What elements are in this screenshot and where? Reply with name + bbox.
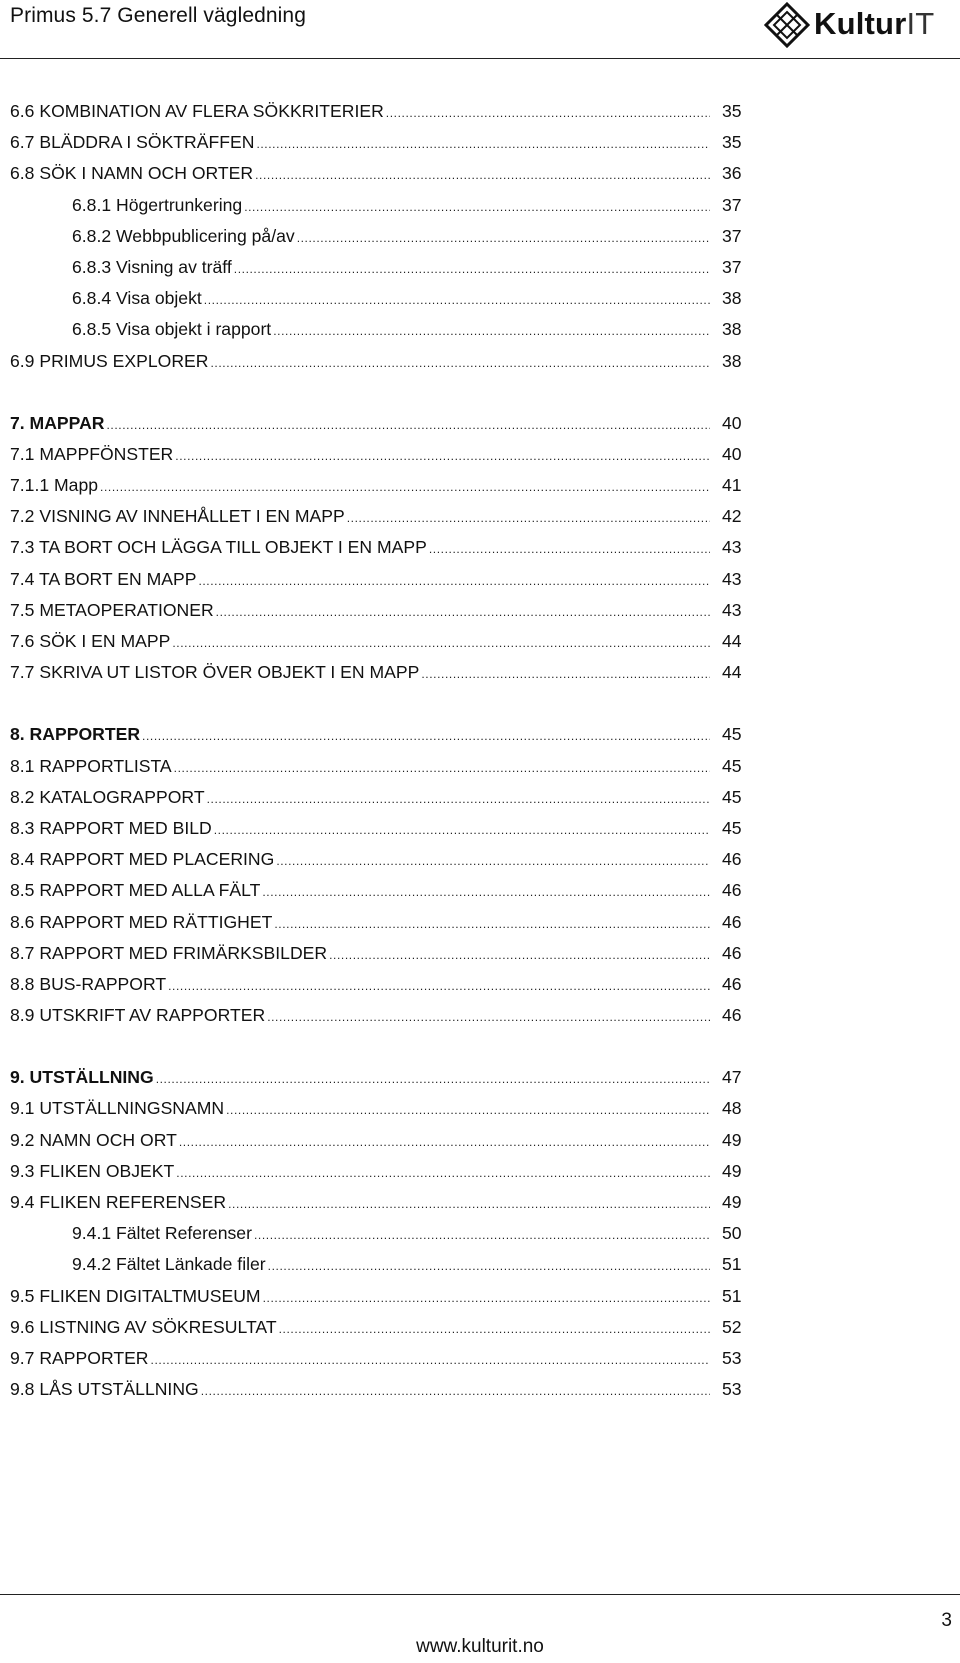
toc-entry[interactable]	[10, 751, 770, 782]
toc-entry-leader-line	[10, 1000, 710, 1033]
toc-entry-page-number: 49	[722, 1160, 742, 1181]
toc-dot-leader	[279, 1314, 710, 1345]
toc-entry[interactable]	[10, 314, 770, 345]
toc-entry[interactable]	[10, 1281, 770, 1312]
toc-entry[interactable]	[10, 501, 770, 532]
toc-dot-leader	[168, 971, 710, 1002]
toc-entry[interactable]	[10, 1374, 770, 1405]
toc-entry[interactable]	[10, 1343, 770, 1374]
toc-entry[interactable]	[10, 190, 770, 221]
toc-entry[interactable]	[10, 127, 770, 158]
toc-dot-leader	[156, 1064, 710, 1095]
toc-entry[interactable]	[10, 938, 770, 969]
toc-entry-label: 6.8.4 Visa objekt	[72, 288, 202, 309]
toc-entry-label: 9. UTSTÄLLNING	[10, 1067, 154, 1088]
toc-entry-label: 6.8 SÖK I NAMN OCH ORTER	[10, 163, 254, 184]
toc-entry[interactable]	[10, 719, 770, 750]
toc-entry-label: 8. RAPPORTER	[10, 724, 141, 745]
logo-wordmark	[814, 6, 934, 42]
toc-entry-leader-line	[10, 657, 710, 690]
toc-entry-page-number: 38	[722, 319, 742, 340]
toc-dot-leader	[179, 1127, 710, 1158]
toc-entry[interactable]	[10, 408, 770, 439]
toc-entry-leader-line	[10, 532, 710, 565]
toc-entry-page-number: 47	[722, 1067, 742, 1088]
toc-section	[10, 96, 770, 377]
toc-dot-leader	[255, 160, 710, 191]
toc-dot-leader	[228, 1189, 710, 1220]
toc-entry-label: 9.7 RAPPORTER	[10, 1347, 149, 1368]
toc-dot-leader	[263, 1283, 710, 1314]
toc-section	[10, 719, 770, 1031]
toc-entry-page-number: 53	[722, 1379, 742, 1400]
toc-entry-label: 8.6 RAPPORT MED RÄTTIGHET	[10, 911, 273, 932]
toc-entry[interactable]	[10, 1187, 770, 1218]
toc-entry-leader-line	[10, 439, 710, 472]
toc-entry-label: 9.4.1 Fältet Referenser	[72, 1223, 252, 1244]
toc-entry-leader-line	[10, 1125, 710, 1158]
toc-entry[interactable]	[10, 657, 770, 688]
toc-entry-page-number: 46	[722, 942, 742, 963]
toc-entry-leader-line	[10, 938, 710, 971]
toc-entry-page-number: 41	[722, 475, 742, 496]
toc-entry-leader-line	[10, 1062, 710, 1095]
toc-entry-leader-line	[10, 408, 710, 441]
toc-entry[interactable]	[10, 1312, 770, 1343]
logo-suffix: IT	[906, 6, 935, 41]
page-number: 3	[941, 1610, 952, 1631]
toc-entry-leader-line	[10, 1156, 710, 1189]
toc-dot-leader	[262, 877, 710, 908]
toc-dot-leader	[174, 753, 710, 784]
toc-entry[interactable]	[10, 969, 770, 1000]
toc-entry[interactable]	[10, 96, 770, 127]
toc-entry-page-number: 37	[722, 256, 742, 277]
toc-dot-leader	[273, 316, 710, 347]
toc-entry-leader-line	[10, 221, 710, 254]
toc-dot-leader	[234, 254, 710, 285]
toc-entry-leader-line	[10, 626, 710, 659]
toc-entry-leader-line	[10, 813, 710, 846]
toc-entry-page-number: 50	[722, 1223, 742, 1244]
toc-entry-label: 6.8.3 Visning av träff	[72, 256, 232, 277]
toc-entry-label: 6.8.5 Visa objekt i rapport	[72, 319, 272, 340]
toc-section	[10, 1062, 770, 1405]
toc-dot-leader	[226, 1095, 710, 1126]
toc-entry-leader-line	[10, 283, 710, 316]
toc-dot-leader	[276, 846, 710, 877]
toc-entry-label: 8.1 RAPPORTLISTA	[10, 755, 172, 776]
toc-entry[interactable]	[10, 844, 770, 875]
toc-entry[interactable]	[10, 439, 770, 470]
toc-dot-leader	[176, 1158, 710, 1189]
toc-entry-leader-line	[10, 719, 710, 752]
toc-dot-leader	[175, 441, 710, 472]
toc-section	[10, 408, 770, 689]
toc-dot-leader	[421, 659, 710, 690]
toc-dot-leader	[244, 192, 710, 223]
toc-dot-leader	[216, 597, 710, 628]
toc-entry-label: 6.8.1 Högertrunkering	[72, 194, 243, 215]
toc-entry-label: 9.5 FLIKEN DIGITALTMUSEUM	[10, 1285, 261, 1306]
toc-entry-leader-line	[10, 844, 710, 877]
toc-entry-leader-line	[10, 470, 710, 503]
toc-dot-leader	[214, 815, 710, 846]
toc-entry-page-number: 44	[722, 631, 742, 651]
toc-entry-label: 6.7 BLÄDDRA I SÖKTRÄFFEN	[10, 132, 255, 153]
toc-entry-label: 7. MAPPAR	[10, 412, 105, 433]
toc-dot-leader	[172, 628, 710, 659]
toc-entry-page-number: 46	[722, 1005, 742, 1026]
toc-entry-label: 8.2 KATALOGRAPPORT	[10, 786, 205, 807]
toc-dot-leader	[107, 410, 711, 441]
toc-entry[interactable]	[10, 1249, 770, 1280]
toc-entry-label: 8.8 BUS-RAPPORT	[10, 973, 167, 994]
toc-entry-label: 8.9 UTSKRIFT AV RAPPORTER	[10, 1005, 266, 1026]
toc-entry[interactable]	[10, 875, 770, 906]
toc-entry-page-number: 46	[722, 880, 742, 901]
toc-entry[interactable]	[10, 1062, 770, 1093]
toc-dot-leader	[297, 223, 710, 254]
toc-entry[interactable]	[10, 346, 770, 377]
toc-entry-label: 7.5 METAOPERATIONER	[10, 599, 214, 620]
toc-dot-leader	[429, 534, 710, 565]
toc-dot-leader	[254, 1220, 710, 1251]
toc-entry-leader-line	[10, 1312, 710, 1345]
toc-dot-leader	[268, 1251, 710, 1282]
toc-entry-page-number: 38	[722, 288, 742, 309]
toc-entry-page-number: 44	[722, 662, 742, 683]
toc-entry[interactable]	[10, 1218, 770, 1249]
toc-entry[interactable]	[10, 1125, 770, 1156]
toc-entry-label: 9.4 FLIKEN REFERENSER	[10, 1192, 227, 1212]
toc-dot-leader	[207, 784, 710, 815]
toc-entry-label: 6.6 KOMBINATION AV FLERA SÖKKRITERIER	[10, 101, 384, 121]
kulturit-logo	[764, 2, 952, 48]
footer-url: www.kulturit.no	[416, 1636, 544, 1657]
toc-entry-page-number: 45	[722, 755, 742, 776]
toc-entry-label: 7.6 SÖK I EN MAPP	[10, 631, 171, 651]
toc-entry-label: 8.4 RAPPORT MED PLACERING	[10, 849, 275, 870]
footer-divider	[0, 1594, 960, 1595]
toc-entry[interactable]	[10, 1000, 770, 1031]
document-title: Primus 5.7 Generell vägledning	[10, 4, 306, 27]
toc-entry-leader-line	[10, 96, 710, 129]
toc-entry-leader-line	[10, 314, 710, 347]
toc-dot-leader	[210, 348, 710, 379]
toc-entry[interactable]	[10, 1156, 770, 1187]
toc-entry-leader-line	[10, 875, 710, 908]
toc-entry-leader-line	[10, 1218, 710, 1251]
toc-entry-page-number: 51	[722, 1254, 742, 1275]
toc-dot-leader	[100, 472, 710, 503]
toc-dot-leader	[198, 566, 710, 597]
toc-entry-page-number: 42	[722, 506, 742, 527]
toc-entry-label: 8.3 RAPPORT MED BILD	[10, 817, 212, 838]
toc-entry-leader-line	[10, 1187, 710, 1220]
toc-entry-leader-line	[10, 252, 710, 285]
toc-entry-label: 9.4.2 Fältet Länkade filer	[72, 1254, 266, 1275]
toc-entry-page-number: 43	[722, 537, 742, 558]
toc-entry[interactable]	[10, 1093, 770, 1124]
toc-entry-page-number: 37	[722, 194, 742, 215]
toc-entry[interactable]	[10, 158, 770, 189]
toc-entry-leader-line	[10, 1374, 710, 1407]
toc-entry-label: 7.7 SKRIVA UT LISTOR ÖVER OBJEKT I EN MAPP	[10, 662, 420, 683]
toc-entry-page-number: 37	[722, 225, 742, 246]
toc-entry-label: 8.7 RAPPORT MED FRIMÄRKSBILDER	[10, 942, 328, 963]
toc-entry-label: 7.4 TA BORT EN MAPP	[10, 568, 197, 589]
toc-entry-leader-line	[10, 907, 710, 940]
toc-entry-label: 7.2 VISNING AV INNEHÅLLET I EN MAPP	[10, 506, 345, 527]
toc-entry-leader-line	[10, 501, 710, 534]
toc-entry-page-number: 36	[722, 163, 742, 184]
toc-dot-leader	[274, 909, 710, 940]
toc-dot-leader	[204, 285, 710, 316]
toc-entry[interactable]	[10, 595, 770, 626]
toc-entry-page-number: 51	[722, 1285, 742, 1306]
toc-entry-label: 9.1 UTSTÄLLNINGSNAMN	[10, 1098, 225, 1119]
table-of-contents	[10, 96, 770, 1436]
toc-entry-page-number: 38	[722, 350, 742, 371]
toc-entry-leader-line	[10, 1249, 710, 1282]
toc-entry-label: 7.3 TA BORT OCH LÄGGA TILL OBJEKT I EN MAPP	[10, 537, 427, 558]
toc-entry-leader-line	[10, 127, 710, 160]
header-divider	[0, 58, 960, 59]
toc-entry-page-number: 46	[722, 849, 742, 870]
toc-entry-leader-line	[10, 1093, 710, 1126]
toc-entry[interactable]	[10, 470, 770, 501]
toc-dot-leader	[386, 98, 710, 129]
page-header	[0, 0, 960, 56]
toc-entry-label: 9.6 LISTNING AV SÖKRESULTAT	[10, 1316, 277, 1337]
toc-entry-page-number: 45	[722, 724, 742, 745]
toc-entry-label: 6.8.2 Webbpublicering på/av	[72, 225, 295, 246]
toc-entry-leader-line	[10, 969, 710, 1002]
toc-dot-leader	[142, 721, 710, 752]
toc-dot-leader	[347, 503, 710, 534]
toc-dot-leader	[267, 1002, 710, 1033]
toc-entry-label: 9.2 NAMN OCH ORT	[10, 1129, 177, 1150]
toc-entry-page-number: 46	[722, 911, 742, 932]
toc-entry-leader-line	[10, 564, 710, 597]
toc-entry-page-number: 49	[722, 1192, 742, 1212]
toc-entry-page-number: 45	[722, 817, 742, 838]
toc-entry-page-number: 48	[722, 1098, 742, 1119]
toc-entry-page-number: 40	[722, 443, 742, 464]
toc-entry-leader-line	[10, 595, 710, 628]
toc-entry-page-number: 45	[722, 786, 742, 807]
toc-entry-page-number: 35	[722, 132, 742, 153]
toc-entry[interactable]	[10, 532, 770, 563]
toc-entry-leader-line	[10, 190, 710, 223]
logo-brand: Kultur	[814, 6, 907, 41]
toc-entry[interactable]	[10, 907, 770, 938]
toc-entry-leader-line	[10, 346, 710, 379]
kulturit-diamond-icon	[764, 2, 810, 48]
toc-entry[interactable]	[10, 813, 770, 844]
toc-entry-page-number: 49	[722, 1129, 742, 1150]
toc-entry-page-number: 46	[722, 973, 742, 994]
toc-entry-leader-line	[10, 751, 710, 784]
toc-dot-leader	[256, 129, 710, 160]
toc-entry-leader-line	[10, 1281, 710, 1314]
toc-entry-page-number: 53	[722, 1347, 742, 1368]
toc-entry-leader-line	[10, 158, 710, 191]
toc-dot-leader	[151, 1345, 710, 1376]
toc-entry[interactable]	[10, 252, 770, 283]
toc-dot-leader	[329, 940, 710, 971]
toc-entry-label: 7.1.1 Mapp	[10, 475, 99, 496]
toc-entry-label: 8.5 RAPPORT MED ALLA FÄLT	[10, 880, 261, 901]
toc-entry[interactable]	[10, 221, 770, 252]
toc-entry[interactable]	[10, 564, 770, 595]
toc-entry-page-number: 52	[722, 1316, 742, 1337]
toc-entry-leader-line	[10, 782, 710, 815]
toc-entry-page-number: 35	[722, 101, 742, 121]
toc-dot-leader	[201, 1376, 710, 1407]
toc-entry-label: 9.8 LÅS UTSTÄLLNING	[10, 1379, 199, 1400]
toc-entry[interactable]	[10, 626, 770, 657]
toc-entry-page-number: 40	[722, 412, 742, 433]
toc-entry[interactable]	[10, 782, 770, 813]
toc-entry-label: 7.1 MAPPFÖNSTER	[10, 443, 174, 464]
toc-entry-leader-line	[10, 1343, 710, 1376]
toc-entry-page-number: 43	[722, 568, 742, 589]
toc-entry-page-number: 43	[722, 599, 742, 620]
toc-entry-label: 6.9 PRIMUS EXPLORER	[10, 350, 209, 371]
toc-entry-label: 9.3 FLIKEN OBJEKT	[10, 1160, 175, 1181]
toc-entry[interactable]	[10, 283, 770, 314]
